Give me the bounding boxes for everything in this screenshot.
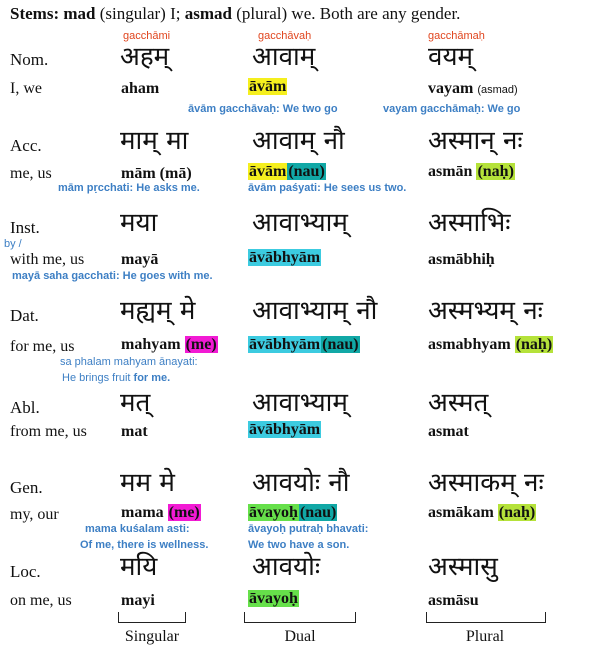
- gen-dual-deva: आवयोः नौ: [252, 468, 350, 498]
- loc-dual-deva: आवयोः: [252, 552, 321, 582]
- gen-plural-deva: अस्माकम् नः: [428, 468, 544, 498]
- acc-plural-tr2: (naḥ): [477, 163, 514, 180]
- acc-dual-tr: āvām: [249, 163, 287, 180]
- inst-singular-deva: मया: [120, 208, 158, 238]
- acc-singular-tr: mām (mā): [121, 165, 192, 182]
- nom-singular-deva: अहम्: [120, 42, 170, 72]
- meaning-dat: for me, us: [10, 338, 75, 355]
- abl-singular-deva: मत्: [120, 388, 151, 418]
- nom-plural-example: vayam gacchāmaḥ: We go: [383, 103, 521, 115]
- dat-dual-deva: आवाभ्याम् नौ: [252, 296, 378, 326]
- case-inst: Inst.: [10, 218, 40, 237]
- case-abl: Abl.: [10, 398, 40, 417]
- header-plural-verb: gacchāmaḥ: [428, 30, 485, 42]
- gen-plural-tr: asmākam: [428, 504, 494, 521]
- gen-singular-deva: मम मे: [120, 468, 175, 498]
- inst-dual-tr: āvābhyām: [249, 249, 321, 266]
- meaning-nom: I, we: [10, 80, 42, 97]
- bracket-plural: [426, 612, 546, 623]
- nom-plural-deva: वयम्: [428, 42, 474, 72]
- gen-singular-tr2: (me): [168, 504, 200, 521]
- abl-singular-tr: mat: [121, 423, 148, 440]
- dat-plural-deva: अस्मभ्यम् नः: [428, 296, 543, 326]
- inst-dual-deva: आवाभ्याम्: [252, 208, 348, 238]
- gen-example-4: We two have a son.: [248, 539, 350, 551]
- nom-dual-deva: आवाम्: [252, 42, 316, 72]
- meaning-acc: me, us: [10, 165, 52, 182]
- loc-singular-tr: mayi: [121, 592, 155, 609]
- inst-example: mayā saha gacchati: He goes with me.: [12, 270, 213, 282]
- abl-dual-tr: āvābhyām: [249, 421, 321, 438]
- bracket-dual: [244, 612, 356, 623]
- abl-plural-tr: asmat: [428, 423, 469, 440]
- meaning-loc: on me, us: [10, 592, 72, 609]
- case-gen: Gen.: [10, 478, 43, 497]
- loc-plural-deva: अस्मासु: [428, 552, 498, 582]
- footer-plural: Plural: [465, 628, 505, 645]
- case-dat: Dat.: [10, 306, 39, 325]
- gen-singular-tr: mama: [121, 504, 164, 521]
- acc-plural-tr: asmān: [428, 163, 473, 180]
- gen-dual-tr: āvayoḥ: [249, 504, 298, 521]
- dat-plural-tr2: (naḥ): [515, 336, 553, 353]
- meaning-abl: from me, us: [10, 423, 87, 440]
- dat-singular-tr2: (me): [185, 336, 217, 353]
- loc-singular-deva: मयि: [120, 552, 158, 582]
- stem-asmad: asmad: [184, 4, 232, 23]
- abl-dual-deva: आवाभ्याम्: [252, 388, 348, 418]
- case-nom: Nom.: [10, 50, 49, 69]
- inst-singular-tr: mayā: [121, 251, 159, 268]
- dat-singular-tr: mahyam: [121, 336, 181, 353]
- loc-dual-tr: āvayoḥ: [249, 590, 298, 607]
- acc-singular-example: mām pṛcchati: He asks me.: [58, 182, 200, 194]
- header-dual-verb: gacchāvaḥ: [258, 30, 312, 42]
- nom-plural-note: (asmad): [477, 84, 518, 96]
- loc-plural-tr: asmāsu: [428, 592, 479, 609]
- stem-mad: mad: [63, 4, 96, 23]
- stem-singular: (singular) I;: [99, 4, 181, 23]
- case-acc: Acc.: [10, 136, 42, 155]
- stems-line: [10, 4, 460, 24]
- bracket-singular: [118, 612, 186, 623]
- dat-dual-tr: āvābhyām: [249, 336, 321, 353]
- dat-example-2a: He brings fruit: [62, 372, 131, 384]
- nom-dual-example: āvām gacchāvaḥ: We two go: [188, 103, 338, 115]
- case-loc: Loc.: [10, 562, 41, 581]
- nom-singular-tr: aham: [121, 80, 160, 97]
- acc-singular-deva: माम् मा: [120, 126, 189, 156]
- dat-example-1: sa phalam mahyam ānayati:: [60, 356, 198, 368]
- nom-plural-tr: vayam: [428, 80, 474, 97]
- stem-plural: (plural) we. Both are any gender.: [236, 4, 461, 23]
- inst-by-note: by /: [4, 238, 22, 250]
- dat-example-2b: for me.: [133, 372, 171, 384]
- dat-dual-tr2: (nau): [322, 336, 359, 353]
- nom-dual-tr: āvām: [249, 78, 287, 95]
- gen-example-2: Of me, there is wellness.: [80, 539, 209, 551]
- gen-example-1: mama kuśalam asti:: [85, 523, 190, 535]
- acc-dual-example: āvām paśyati: He sees us two.: [248, 182, 407, 194]
- abl-plural-deva: अस्मत्: [428, 388, 489, 418]
- footer-dual: Dual: [284, 628, 316, 645]
- gen-plural-tr2: (naḥ): [498, 504, 536, 521]
- dat-singular-deva: मह्यम् मे: [120, 296, 196, 326]
- meaning-gen: my, our: [10, 506, 59, 523]
- stems-label: Stems:: [10, 4, 60, 23]
- acc-plural-deva: अस्मान् नः: [428, 126, 523, 156]
- acc-dual-tr2: (nau): [288, 163, 325, 180]
- meaning-inst: with me, us: [10, 251, 85, 268]
- inst-plural-deva: अस्माभिः: [428, 208, 511, 238]
- inst-plural-tr: asmābhiḥ: [428, 251, 495, 268]
- dat-plural-tr: asmabhyam: [428, 336, 511, 353]
- acc-dual-deva: आवाम् नौ: [252, 126, 345, 156]
- gen-dual-tr2: (nau): [299, 504, 337, 521]
- gen-example-3: āvayoḥ putraḥ bhavati:: [248, 523, 369, 535]
- footer-singular: Singular: [124, 628, 180, 645]
- header-singular-verb: gacchāmi: [123, 30, 171, 42]
